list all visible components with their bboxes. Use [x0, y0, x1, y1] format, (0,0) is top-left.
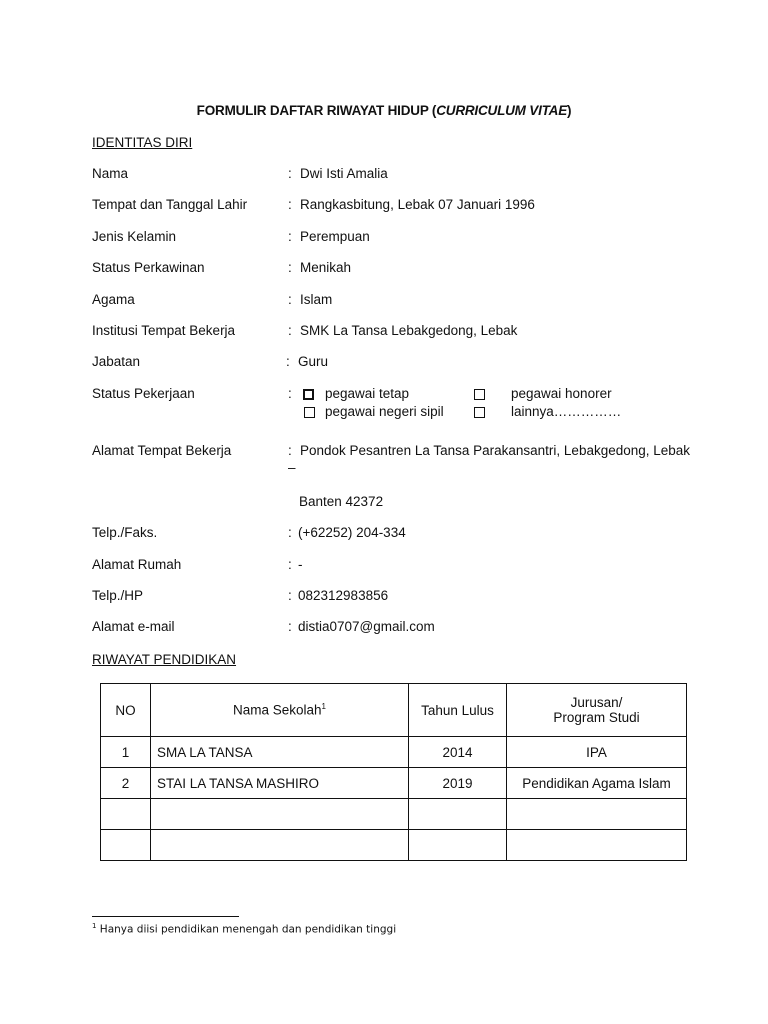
education-heading: RIWAYAT PENDIDIKAN [92, 652, 237, 667]
field-alamat-tempat-bekerja: Alamat Tempat Bekerja : Pondok Pesantren La Tansa Parakansantri, Lebakgedong, Lebak – Banten 42372 [92, 443, 691, 509]
table-row [101, 830, 687, 861]
field-status-pekerjaan: Status Pekerjaan : pegawai tetap pegawai honorer pegawai negeri sipil lainnya…………… [92, 386, 622, 419]
field-status-perkawinan: Status Perkawinan : Menikah [92, 260, 352, 275]
checkbox-pegawai-negeri-sipil[interactable] [304, 407, 315, 418]
table-header-row [101, 684, 687, 737]
field-institusi: Institusi Tempat Bekerja : SMK La Tansa Lebakgedong, Lebak [92, 323, 518, 338]
form-title: FORMULIR DAFTAR RIWAYAT HIDUP (CURRICULUM VITAE) [196, 103, 572, 118]
table-row: 1 SMA LA TANSA 2014 IPA [101, 737, 687, 768]
field-ttl: Tempat dan Tanggal Lahir : Rangkasbitung, Lebak 07 Januari 1996 [92, 197, 535, 212]
header-nama-sekolah: Nama Sekolah$^1$ [151, 684, 409, 737]
field-agama: Agama : Islam [92, 292, 333, 307]
header-no: NO [101, 684, 151, 737]
table-row [101, 799, 687, 830]
header-jurusan: Jurusan/ Program Studi [507, 684, 687, 737]
education-table [100, 683, 687, 861]
field-nama: Nama : Dwi Isti Amalia [92, 166, 388, 181]
field-alamat-rumah: Alamat Rumah : - [92, 557, 303, 572]
field-telp-faks: Telp./Faks. : (+62252) 204-334 [92, 525, 406, 540]
checkbox-lainnya[interactable] [474, 407, 485, 418]
field-telp-hp: Telp./HP : 082312983856 [92, 588, 389, 603]
footnote-separator [92, 916, 239, 917]
field-jabatan: Jabatan : Guru [92, 354, 329, 369]
field-jenis-kelamin: Jenis Kelamin : Perempuan [92, 229, 370, 244]
field-email: Alamat e-mail : distia0707@gmail.com [92, 619, 435, 634]
identity-heading: IDENTITAS DIRI [92, 135, 193, 150]
footnote: $^1$ Hanya diisi pendidikan menengah dan pendidikan tinggi [92, 922, 397, 936]
option-pegawai-tetap-label: pegawai tetap [325, 386, 410, 401]
option-pegawai-honorer-label: pegawai honorer [511, 386, 612, 401]
checkbox-pegawai-tetap[interactable] [303, 389, 314, 400]
checkbox-pegawai-honorer[interactable] [474, 389, 485, 400]
option-lainnya-label: lainnya…………… [511, 404, 622, 419]
table-row: 2 STAI LA TANSA MASHIRO 2019 Pendidikan Agama Islam [101, 768, 687, 799]
option-pegawai-negeri-sipil-label: pegawai negeri sipil [325, 404, 444, 419]
header-tahun-lulus: Tahun Lulus [409, 684, 507, 737]
